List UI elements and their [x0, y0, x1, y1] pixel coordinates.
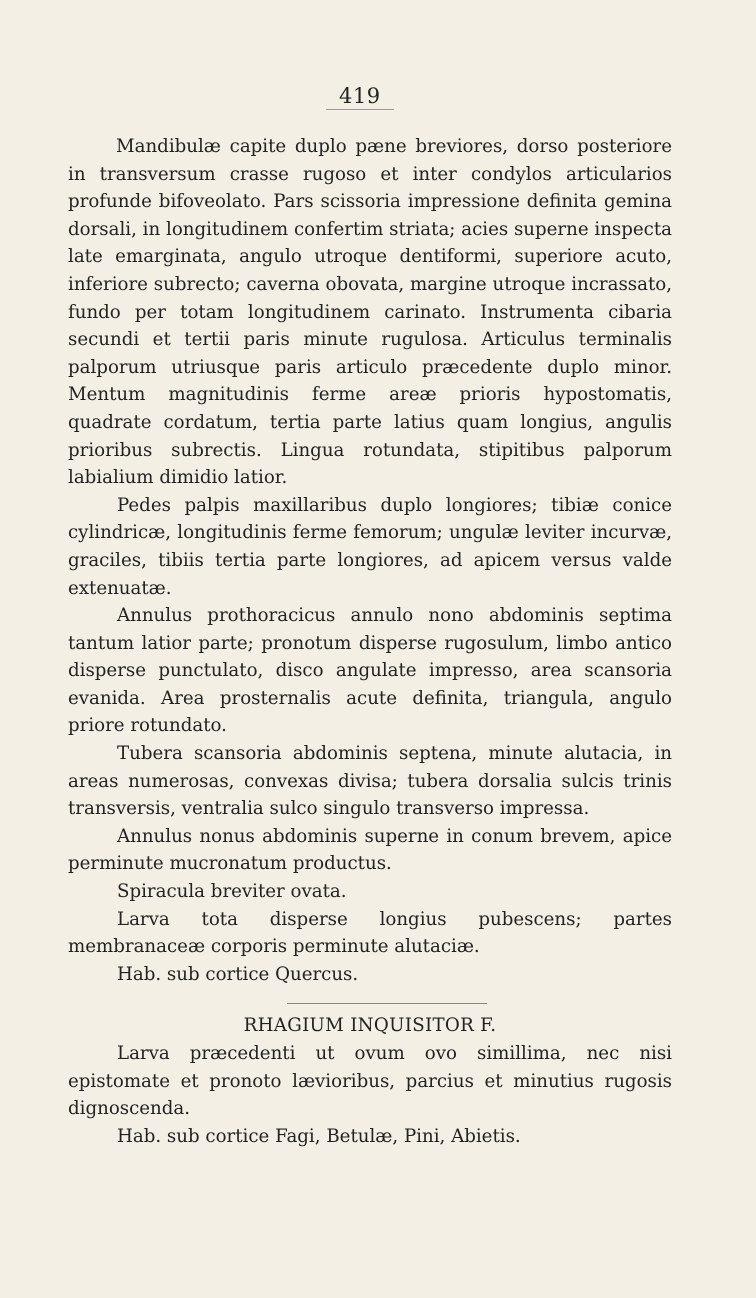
paragraph-spiracula: Spiracula breviter ovata. — [117, 881, 347, 903]
paragraph-pedes: Pedes palpis maxillaribus duplo longiores; tibiæ conice cylindricæ, longitudinis ferme femorum; ungulæ leviter incurvæ, graciles, tibiis tertia parte longiores, ad apicem versus valde extenuatæ. — [68, 494, 672, 599]
section-heading: RHAGIUM INQUISITOR F. — [243, 1015, 497, 1037]
paragraph-habitat: Hab. sub cortice Quercus. — [117, 963, 359, 985]
paragraph-mandibulae: Mandibulæ capite duplo pæne breviores, dorso posteriore in transversum crasse rugoso et inter condylos articularios profunde bifoveolato. Pars scissoria impressione definita gemina dorsali, in longitudinem confertim striata; acies superne inspecta late emarginata, angulo utroque dentiformi, superiore acuto, inferiore subrecto; caverna obovata, margine utroque incrassato, fundo per totam longitudinem carinato. Instrumenta cibaria secundi et tertii paris minute rugulosa. Articulus terminalis palporum utriusque paris articulo præcedente duplo minor. Mentum magnitudinis ferme areæ prioris hypostomatis, quadrate cordatum, tertia parte latius quam longius, angulis prioribus subrectis. Lingua rotundata, stipitibus palporum labialium dimidio latior. — [68, 136, 672, 489]
body-text — [68, 133, 672, 1150]
page-number-underline — [326, 109, 394, 110]
paragraph-annulus-nonus: Annulus nonus abdominis superne in conum brevem, apice perminute mucronatum productus. — [68, 825, 672, 875]
paragraph-tubera: Tubera scansoria abdominis septena, minute alutacia, in areas numerosas, convexas divisa; tubera dorsalia sulcis trinis transversis, ventralia sulco singulo transverso impressa. — [68, 743, 672, 820]
page-number: 419 — [339, 84, 381, 108]
paragraph-larva: Larva tota disperse longius pubescens; partes membranaceæ corporis perminute alutaciæ. — [68, 908, 672, 958]
paragraph-habitat-inquisitor: Hab. sub cortice Fagi, Betulæ, Pini, Abietis. — [117, 1125, 521, 1147]
section-divider — [287, 1003, 487, 1004]
paragraph-larva-inquisitor: Larva præcedenti ut ovum ovo simillima, nec nisi epistomate et pronoto lævioribus, parcius et minutius rugosis dignoscenda. — [68, 1043, 672, 1120]
paragraph-annulus-prothoracicus: Annulus prothoracicus annulo nono abdominis septima tantum latior parte; pronotum disperse rugosulum, limbo antico disperse punctulato, disco angulate impresso, area scansoria evanida. Area prosternalis acute definita, triangula, angulo priore rotundato. — [68, 605, 672, 737]
